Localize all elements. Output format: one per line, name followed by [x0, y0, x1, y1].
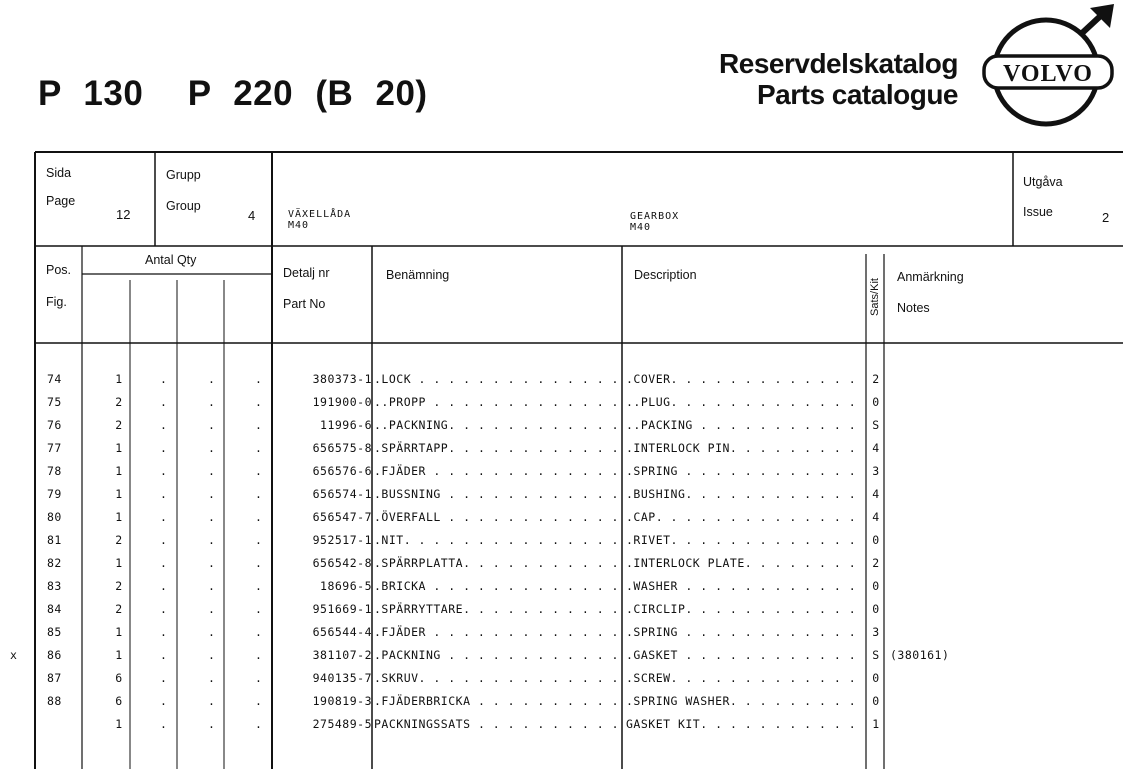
quantity: 1: [115, 464, 123, 478]
quantity-col-4: .: [255, 372, 263, 386]
quantity-col-4: .: [255, 441, 263, 455]
part-description-english: .INTERLOCK PIN. . . .: [626, 441, 862, 455]
kit-code: 1: [872, 717, 880, 731]
part-name-swedish: .NIT. . . .: [374, 533, 620, 547]
table-row: [0, 575, 1123, 598]
quantity-col-4: .: [255, 464, 263, 478]
quantity-col-3: .: [208, 372, 216, 386]
quantity-col-2: .: [160, 533, 168, 547]
table-row: [0, 552, 1123, 575]
anmarkning-header: Anmärkning: [897, 270, 964, 284]
group-value: 4: [248, 208, 256, 223]
table-row: [0, 644, 1123, 667]
quantity-col-2: .: [160, 372, 168, 386]
part-name-swedish: .SPÄRRPLATTA. . . .: [374, 556, 620, 570]
part-description-english: .SPRING . . .: [626, 464, 862, 478]
page-label: Page: [46, 194, 76, 208]
quantity: 1: [115, 648, 123, 662]
position-number: 77: [47, 441, 62, 455]
quantity: 2: [115, 579, 123, 593]
quantity: 1: [115, 372, 123, 386]
quantity-col-2: .: [160, 464, 168, 478]
part-name-swedish: .FJÄDER . . .: [374, 464, 620, 478]
quantity-col-4: .: [255, 579, 263, 593]
table-row: [0, 667, 1123, 690]
part-name-swedish: .FJÄDER . . .: [374, 625, 620, 639]
group-title-english-model: M40: [630, 222, 652, 233]
kit-header: Sats/Kit: [869, 278, 881, 316]
table-row: [0, 506, 1123, 529]
quantity-col-2: .: [160, 648, 168, 662]
table-row: [0, 437, 1123, 460]
part-number: 940135-7: [312, 671, 372, 685]
position-number: 79: [47, 487, 62, 501]
quantity: 1: [115, 556, 123, 570]
part-name-swedish: .SKRUV. . . .: [374, 671, 620, 685]
part-description-english: .RIVET. . . .: [626, 533, 862, 547]
grupp-label: Grupp: [166, 168, 201, 182]
quantity: 2: [115, 602, 123, 616]
part-number: 11996-6: [320, 418, 372, 432]
group-title-english: GEARBOX: [630, 211, 680, 222]
issue-label: Issue: [1023, 205, 1053, 219]
part-name-swedish: PACKNINGSSATS . . .: [374, 717, 620, 731]
part-name-swedish: .PACKNING . . .: [374, 648, 620, 662]
group-title-swedish: VÄXELLÅDA: [288, 209, 352, 220]
part-number: 656547-7: [312, 510, 372, 524]
quantity-col-4: .: [255, 487, 263, 501]
quantity-col-2: .: [160, 418, 168, 432]
quantity: 2: [115, 395, 123, 409]
part-description-english: ..PLUG. . . .: [626, 395, 862, 409]
sida-label: Sida: [46, 166, 72, 180]
utgava-label: Utgåva: [1023, 175, 1063, 189]
part-description-english: .CAP. . . .: [626, 510, 862, 524]
part-description-english: .SCREW. . . .: [626, 671, 862, 685]
quantity: 6: [115, 694, 123, 708]
quantity-col-4: .: [255, 510, 263, 524]
part-number: 18696-5: [320, 579, 372, 593]
quantity-col-2: .: [160, 487, 168, 501]
quantity-col-4: .: [255, 533, 263, 547]
table-row: [0, 690, 1123, 713]
quantity-col-3: .: [208, 625, 216, 639]
kit-code: 0: [872, 579, 880, 593]
table-row: [0, 598, 1123, 621]
quantity-col-4: .: [255, 625, 263, 639]
quantity-col-3: .: [208, 441, 216, 455]
part-number: 191900-0: [312, 395, 372, 409]
quantity-col-4: .: [255, 395, 263, 409]
quantity-col-3: .: [208, 648, 216, 662]
part-name-swedish: .BRICKA . . .: [374, 579, 620, 593]
quantity-col-4: .: [255, 671, 263, 685]
kit-code: 4: [872, 510, 880, 524]
table-row: [0, 713, 1123, 736]
page-value: 12: [116, 207, 131, 222]
kit-code: 2: [872, 372, 880, 386]
quantity-col-3: .: [208, 602, 216, 616]
part-name-swedish: ..PROPP . . .: [374, 395, 620, 409]
part-number: 380373-1: [312, 372, 372, 386]
part-number: 656575-8: [312, 441, 372, 455]
table-row: [0, 368, 1123, 391]
quantity-col-4: .: [255, 717, 263, 731]
catalog-title-english: Parts catalogue: [756, 79, 958, 110]
part-name-swedish: .SPÄRRTAPP. . . .: [374, 441, 620, 455]
kit-code: 0: [872, 533, 880, 547]
position-number: 83: [47, 579, 62, 593]
part-description-english: .GASKET . . .: [626, 648, 862, 662]
quantity-col-2: .: [160, 556, 168, 570]
part-notes: (380161): [890, 648, 950, 662]
quantity: 1: [115, 487, 123, 501]
quantity-col-3: .: [208, 556, 216, 570]
part-number: 275489-5: [312, 717, 372, 731]
quantity-col-3: .: [208, 510, 216, 524]
fig-header: Fig.: [46, 295, 67, 309]
part-name-swedish: .FJÄDERBRICKA . . .: [374, 694, 620, 708]
issue-value: 2: [1102, 210, 1110, 225]
kit-code: 0: [872, 671, 880, 685]
quantity: 1: [115, 510, 123, 524]
position-number: 81: [47, 533, 62, 547]
part-number: 190819-3: [312, 694, 372, 708]
position-number: 76: [47, 418, 62, 432]
group-label: Group: [166, 199, 201, 213]
kit-code: 0: [872, 602, 880, 616]
table-row: [0, 483, 1123, 506]
quantity-col-2: .: [160, 510, 168, 524]
quantity-col-2: .: [160, 625, 168, 639]
quantity-col-3: .: [208, 487, 216, 501]
position-number: 87: [47, 671, 62, 685]
position-number: 85: [47, 625, 62, 639]
quantity: 2: [115, 533, 123, 547]
quantity-col-3: .: [208, 418, 216, 432]
quantity-col-3: .: [208, 464, 216, 478]
quantity-col-3: .: [208, 717, 216, 731]
part-number: 381107-2: [312, 648, 372, 662]
quantity: 2: [115, 418, 123, 432]
quantity-col-3: .: [208, 694, 216, 708]
part-description-english: .CIRCLIP. . . .: [626, 602, 862, 616]
quantity-col-4: .: [255, 694, 263, 708]
logo-text: VOLVO: [1003, 61, 1093, 87]
quantity: 1: [115, 441, 123, 455]
part-description-english: .SPRING . . .: [626, 625, 862, 639]
quantity-col-2: .: [160, 602, 168, 616]
kit-code: S: [872, 648, 880, 662]
kit-code: 3: [872, 625, 880, 639]
part-description-english: ..PACKING . . .: [626, 418, 862, 432]
position-number: 75: [47, 395, 62, 409]
part-description-english: .SPRING WASHER. . . .: [626, 694, 862, 708]
part-name-swedish: .SPÄRRYTTARE. . . .: [374, 602, 620, 616]
quantity-col-4: .: [255, 556, 263, 570]
part-name-swedish: .ÖVERFALL . . .: [374, 510, 620, 524]
qty-header: Antal Qty: [145, 253, 197, 267]
model-title: P 130 P 220 (B 20): [38, 74, 428, 113]
quantity-col-2: .: [160, 395, 168, 409]
change-mark: x: [10, 648, 18, 662]
part-number: 951669-1: [312, 602, 372, 616]
part-number: 656542-8: [312, 556, 372, 570]
kit-code: 0: [872, 694, 880, 708]
position-number: 80: [47, 510, 62, 524]
table-row: [0, 621, 1123, 644]
kit-code: 3: [872, 464, 880, 478]
quantity-col-2: .: [160, 441, 168, 455]
position-number: 82: [47, 556, 62, 570]
quantity-col-3: .: [208, 671, 216, 685]
kit-code: 0: [872, 395, 880, 409]
quantity-col-2: .: [160, 717, 168, 731]
part-description-english: .WASHER . . .: [626, 579, 862, 593]
part-description-english: .INTERLOCK PLATE. . . .: [626, 556, 862, 570]
position-number: 78: [47, 464, 62, 478]
quantity: 1: [115, 717, 123, 731]
kit-code: 2: [872, 556, 880, 570]
position-number: 74: [47, 372, 62, 386]
table-row: [0, 460, 1123, 483]
quantity-col-3: .: [208, 533, 216, 547]
quantity: 1: [115, 625, 123, 639]
pos-header: Pos.: [46, 263, 72, 277]
part-number: 656544-4: [312, 625, 372, 639]
benamning-header: Benämning: [386, 268, 450, 282]
quantity-col-3: .: [208, 579, 216, 593]
part-name-swedish: .LOCK . . .: [374, 372, 620, 386]
table-row: [0, 529, 1123, 552]
position-number: 86: [47, 648, 62, 662]
part-number: 952517-1: [312, 533, 372, 547]
quantity-col-2: .: [160, 579, 168, 593]
table-row: [0, 391, 1123, 414]
part-number: 656576-6: [312, 464, 372, 478]
part-name-swedish: .BUSSNING . . .: [374, 487, 620, 501]
quantity: 6: [115, 671, 123, 685]
group-title-swedish-model: M40: [288, 220, 310, 231]
quantity-col-2: .: [160, 694, 168, 708]
part-description-english: .COVER. . . .: [626, 372, 862, 386]
part-description-english: GASKET KIT. . . .: [626, 717, 862, 731]
part-number: 656574-1: [312, 487, 372, 501]
quantity-col-2: .: [160, 671, 168, 685]
kit-code: S: [872, 418, 880, 432]
quantity-col-4: .: [255, 602, 263, 616]
parts-list: [0, 368, 1123, 736]
part-number-header-sv: Detalj nr: [283, 266, 330, 280]
part-description-english: .BUSHING. . . .: [626, 487, 862, 501]
description-header: Description: [634, 268, 697, 282]
quantity-col-4: .: [255, 648, 263, 662]
kit-code: 4: [872, 441, 880, 455]
catalog-title-swedish: Reservdelskatalog: [719, 48, 958, 79]
part-name-swedish: ..PACKNING. . . .: [374, 418, 620, 432]
position-number: 88: [47, 694, 62, 708]
quantity-col-3: .: [208, 395, 216, 409]
notes-header: Notes: [897, 301, 930, 315]
part-number-header-en: Part No: [283, 297, 326, 311]
position-number: 84: [47, 602, 62, 616]
kit-code: 4: [872, 487, 880, 501]
quantity-col-4: .: [255, 418, 263, 432]
table-row: [0, 414, 1123, 437]
